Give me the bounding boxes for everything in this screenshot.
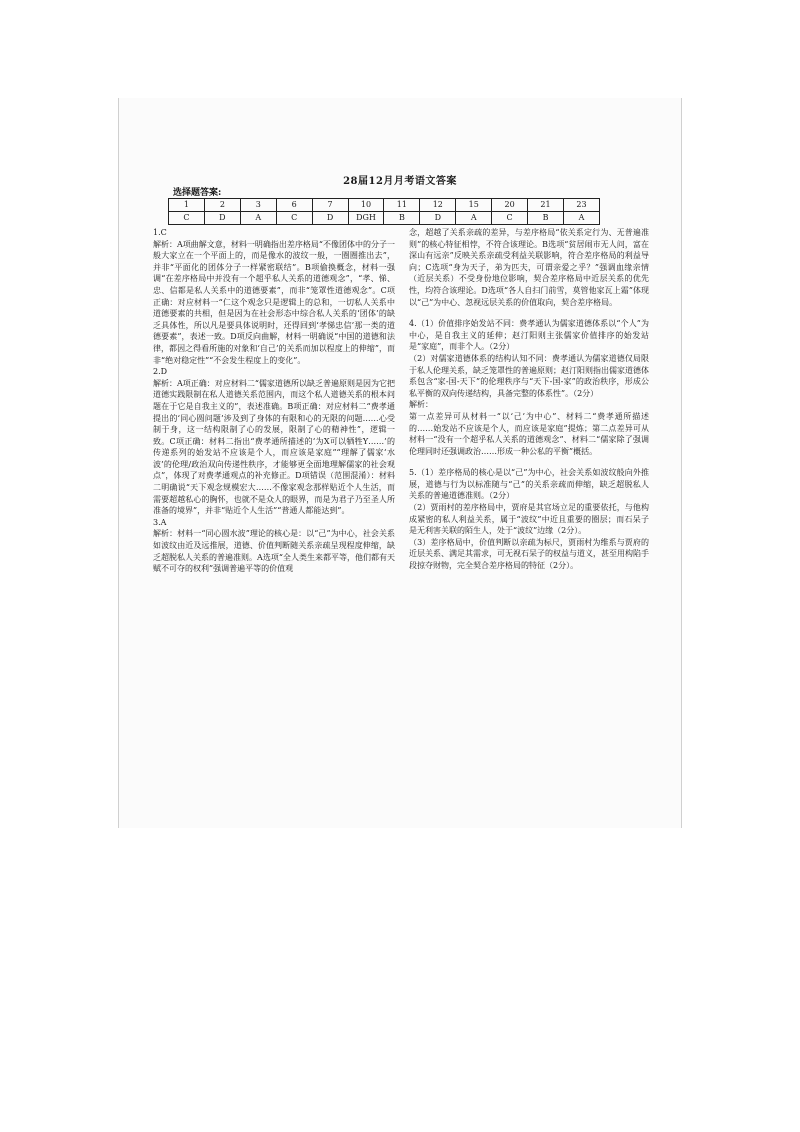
question-1-answer: 1.C: [153, 228, 167, 237]
selection-answers-label: 选择题答案:: [173, 188, 222, 198]
question-4-explanation: 第一点差异可从材料一“以‘己’为中心”、材料二“费孝通所描述的……始发站不应该是个人，而应该是家庭”提炼；第二点差异可从材料一“没有一个超乎私人关系的道德观念”、材料二“儒家除了强调伦理同时还强调政治……形成一种公私的平衡”概括。: [409, 411, 649, 456]
answer-cell: A: [456, 212, 492, 225]
question-4-part-1: 4.（1）价值排序始发站不同：费孝通认为儒家道德体系以“个人”为中心，是自我主义的延伸；赵汀阳则主张儒家价值排序的始发站是“家庭”，而非个人。（2分）: [409, 319, 649, 352]
question-number-cell: 12: [420, 199, 456, 212]
question-3-answer: 3.A: [153, 517, 167, 527]
question-5-part-1: 5.（1）差序格局的核心是以“己”为中心，社会关系如波纹般向外推展，道德与行为以标准随与“己”的关系亲疏而伸缩，缺乏超脱私人关系的普遍道德准则。（2分）: [409, 468, 649, 501]
question-2-explanation: 解析：A项正确：对应材料二“儒家道德所以缺乏普遍原则是因为它把道德实践限制在私人道德关系范围内，而这个私人道德关系的根本问题在于它是自我主义的”，表述准确。B项正确：对应材料二“费孝通提出的‘同心圆问题’涉及到了身体的有限和心的无限的问题……心受制于身，这一结构限制了心的发展，限制了心的精神性”，逻辑一致。C项正确：材料二指出“费孝通所描述的‘为X可以牺牲Y……’的传递系列的始发站不应该是个人，而应该是家庭”“理解了儒家‘水波’的伦理/政治双向传递性秩序，才能够更全面地理解儒家的社会观点”，体现了对费孝通观点的补充修正。D项错误（范围混淆）：材料二明确说“天下观念规模宏大……不像家观念那样贴近个人生活，而需要超越私心的胸怀，也就不是众人的眼界，而是为君子乃至圣人所准备的境界”，并非“贴近个人生活”“普通人都能达到”。: [153, 378, 395, 516]
left-column: [153, 227, 395, 575]
answer-row: [169, 212, 600, 225]
answer-cell: D: [312, 212, 348, 225]
question-number-cell: 20: [492, 199, 528, 212]
question-number-row: [169, 199, 600, 212]
answer-table: [168, 198, 600, 225]
question-2-answer: 2.D: [153, 367, 168, 377]
answer-cell: A: [563, 212, 599, 225]
answer-cell: D: [204, 212, 240, 225]
page-title: 28届12月月考语文答案: [343, 176, 457, 187]
question-number-cell: 23: [563, 199, 599, 212]
question-1-explanation: 解析：A项曲解文意，材料一明确指出差序格局“不像团体中的分子一般大家立在一个平面上的，而是像水的波纹一般，一圈圈推出去”，并非“平面化的团体分子一样紧密联结”。B项偷换概念，材料一强调“在差序格局中并没有一个超乎私人关系的道德观念”，“孝、悌、忠、信都是私人关系中的道德要素”，而非“笼罩性道德观念”。C项正确：对应材料一“仁这个观念只是逻辑上的总和，一切私人关系中道德要素的共相，但是因为在社会形态中综合私人关系的‘团体’的缺乏具体性，所以凡是要具体说明时，还得回到‘孝悌忠信’那一类的道德要素”，表述一致。D项反向曲解，材料一明确说“中国的道德和法律，都因之得看所施的对象和‘自己’的关系而加以程度上的伸缩”，而非“绝对稳定性”“不会发生程度上的变化”。: [153, 239, 395, 365]
question-3-explanation-continued: 念，超越了关系亲疏的差异，与差序格局“依关系定行为、无普遍准则”的核心特征相悖，不符合该理论。B选项“贫居闹市无人问，富在深山有远亲”反映关系亲疏受利益关联影响，符合差序格局的利益导向；C选项“身为天子，弟为匹夫，可谓亲爱之乎？”强调血缘亲情（近层关系）不受身份地位影响，契合差序格局中近层关系的优先性，均符合该理论。D选项“各人自扫门前雪，莫管他家瓦上霜”体现以“己”为中心、忽视远层关系的价值取向，契合差序格局。: [409, 228, 649, 307]
question-number-cell: 10: [348, 199, 384, 212]
answer-cell: C: [492, 212, 528, 225]
question-number-cell: 3: [240, 199, 276, 212]
question-4-explanation-label: 解析：: [409, 400, 433, 410]
question-number-cell: 6: [276, 199, 312, 212]
question-number-cell: 11: [384, 199, 420, 212]
answer-cell: B: [528, 212, 564, 225]
answer-cell: D: [420, 212, 456, 225]
answer-cell: DGH: [348, 212, 384, 225]
question-5-part-2: （2）贾雨村的差序格局中，贾府是其官场立足的重要依托，与他构成紧密的私人利益关系，属于“波纹”中近且重要的圈层；而石呆子是无利害关联的陌生人，处于“波纹”边缘（2分）。: [409, 503, 649, 536]
question-3-explanation: 解析：材料一“同心圆水波”理论的核心是：以“己”为中心，社会关系如波纹由近及远推展，道德、价值判断随关系亲疏呈现程度伸缩，缺乏超脱私人关系的普遍准则。A选项“全人类生来都平等，他们都有天赋不可夺的权利”强调普遍平等的价值观: [153, 529, 395, 574]
question-4-part-2: （2）对儒家道德体系的结构认知不同：费孝通认为儒家道德仅局限于私人伦理关系，缺乏笼罩性的普遍原则；赵汀阳则指出儒家道德体系包含“家-国-天下”的伦理秩序与“天下-国-家”的政治秩序，形成公私平衡的双向传递结构，具备完整的体系性”。（2分）: [409, 353, 649, 398]
right-column: [409, 227, 649, 572]
answer-cell: A: [240, 212, 276, 225]
answer-cell: B: [384, 212, 420, 225]
question-number-cell: 15: [456, 199, 492, 212]
question-5-part-3: （3）差序格局中，价值判断以亲疏为标尺，贾雨村为维系与贾府的近层关系、满足其需求，可无视石呆子的权益与道义，甚至用构陷手段掠夺财物，完全契合差序格局的特征（2分）。: [409, 537, 649, 571]
answer-cell: C: [169, 212, 205, 225]
question-number-cell: 21: [528, 199, 564, 212]
question-number-cell: 1: [169, 199, 205, 212]
question-number-cell: 7: [312, 199, 348, 212]
question-number-cell: 2: [204, 199, 240, 212]
answer-cell: C: [276, 212, 312, 225]
